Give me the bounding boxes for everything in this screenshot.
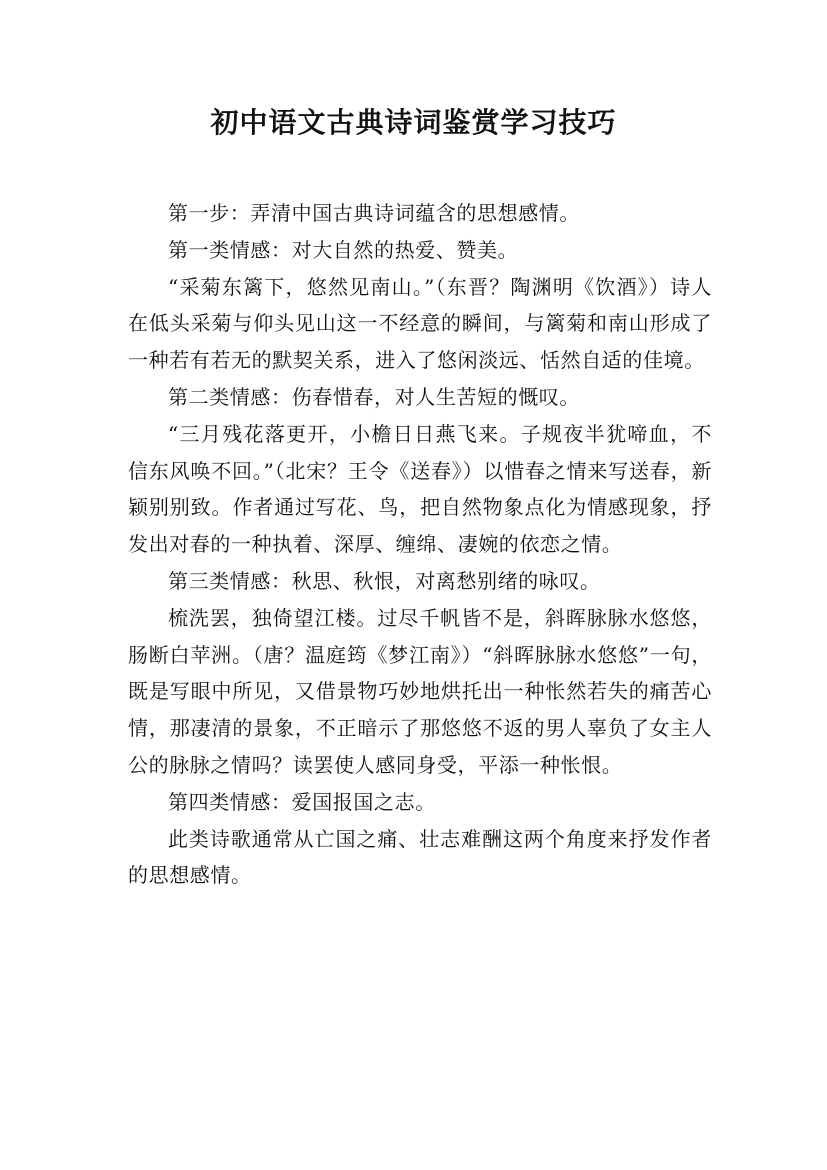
paragraph-emotion-1-example: “采菊东篱下，悠然见南山。”（东晋？陶渊明《饮酒》）诗人在低头采菊与仰头见山这一不经意的瞬间，与篱菊和南山形成了一种若有若无的默契关系，进入了悠闲淡远、恬然自适的佳境。 bbox=[128, 274, 712, 373]
document-body bbox=[128, 195, 712, 894]
paragraph-emotion-3-example: 梳洗罢，独倚望江楼。过尽千帆皆不是，斜晖脉脉水悠悠，肠断白苹洲。（唐？温庭筠《梦江南》）“斜晖脉脉水悠悠”一句，既是写眼中所见，又借景物巧妙地烘托出一种怅然若失的痛苦心情，那凄清的景象，不正暗示了那悠悠不返的男人辜负了女主人公的脉脉之情吗？读罢使人感同身受，平添一种怅恨。 bbox=[128, 605, 712, 777]
document-title: 初中语文古典诗词鉴赏学习技巧 bbox=[210, 106, 617, 139]
paragraph-emotion-4-heading: 第四类情感：爱国报国之志。 bbox=[168, 789, 436, 814]
paragraph-emotion-2-example: “三月残花落更开，小檐日日燕飞来。子规夜半犹啼血，不信东风唤不回。”（北宋？王令《送春》）以惜春之情来写送春，新颖别别致。作者通过写花、鸟，把自然物象点化为情感现象，抒发出对春的一种执着、深厚、缠绵、凄婉的依恋之情。 bbox=[128, 421, 712, 557]
paragraph-emotion-1-heading: 第一类情感：对大自然的热爱、赞美。 bbox=[168, 237, 519, 262]
paragraph-step-one: 第一步：弄清中国古典诗词蕴含的思想感情。 bbox=[168, 201, 580, 225]
paragraph-emotion-3-heading: 第三类情感：秋思、秋恨，对离愁别绪的咏叹。 bbox=[168, 568, 601, 593]
paragraph-emotion-4-description: 此类诗歌通常从亡国之痛、壮志难酬这两个角度来抒发作者的思想感情。 bbox=[128, 826, 712, 888]
paragraph-emotion-2-heading: 第二类情感：伤春惜春，对人生苦短的慨叹。 bbox=[168, 384, 580, 409]
